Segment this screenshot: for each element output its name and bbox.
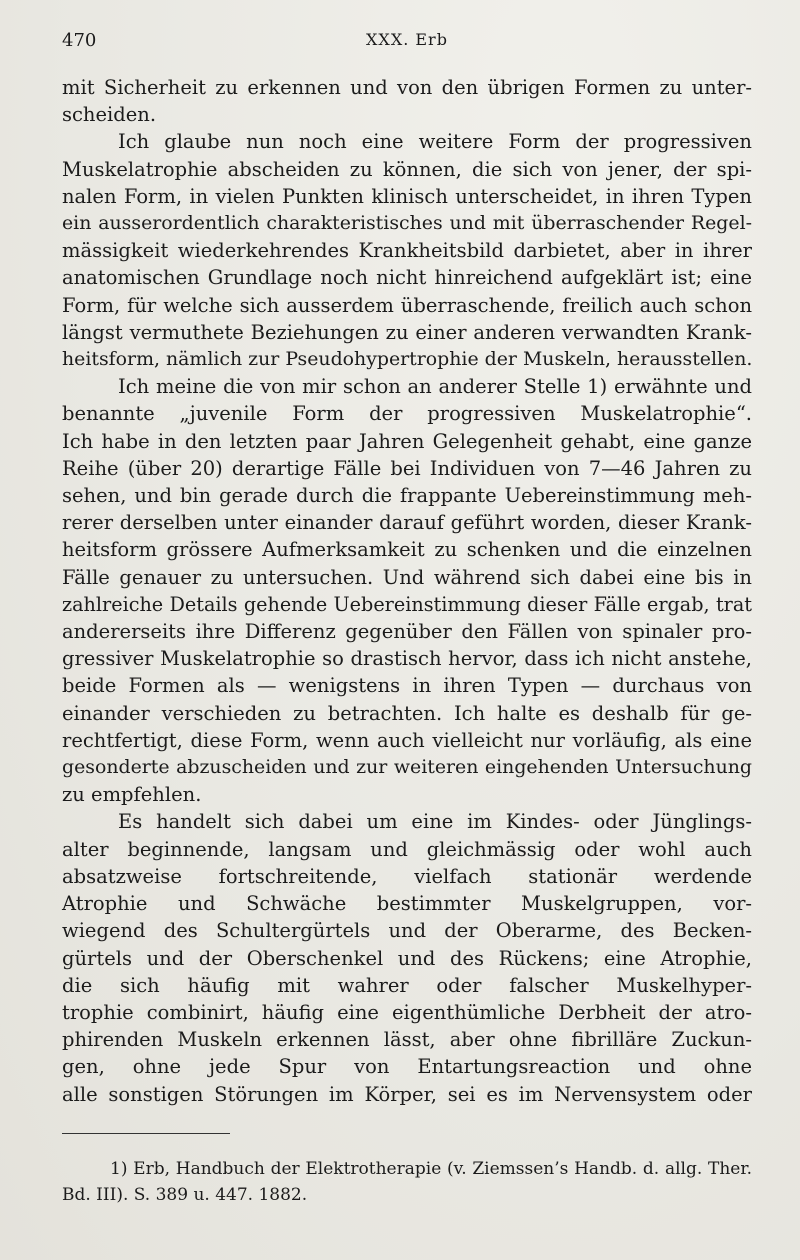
text-line: zu empfehlen. <box>62 783 202 807</box>
paragraph-2 <box>62 128 752 373</box>
text-line: trophie combinirt, häufig eine eigenthümliche Derbheit der atro- <box>62 1000 752 1024</box>
text-line: Form, für welche sich ausserdem überraschende, freilich auch schon <box>62 293 752 317</box>
page-number: 470 <box>62 30 97 51</box>
text-line: alter beginnende, langsam und gleichmässig oder wohl auch <box>62 837 752 861</box>
footnote-separator <box>62 1133 230 1134</box>
text-line: zahlreiche Details gehende Uebereinstimmung dieser Fälle ergab, trat <box>62 592 752 616</box>
text-line: Muskelatrophie abscheiden zu können, die sich von jener, der spi- <box>62 157 752 181</box>
text-line: Ich glaube nun noch eine weitere Form der progressiven <box>118 130 752 154</box>
text-line: alle sonstigen Störungen im Körper, sei es im Nervensystem oder <box>62 1082 752 1106</box>
text-line: mit Sicherheit zu erkennen und von den übrigen Formen zu unter- <box>62 76 752 99</box>
paragraph-1 <box>62 74 752 128</box>
text-line: absatzweise fortschreitende, vielfach stationär werdende <box>62 864 752 888</box>
text-line: heitsform, nämlich zur Pseudohypertrophie der Muskeln, herausstellen. <box>62 348 753 371</box>
text-line: gürtels und der Oberschenkel und des Rückens; eine Atrophie, <box>62 946 752 970</box>
text-line: längst vermuthete Beziehungen zu einer anderen verwandten Krank- <box>62 320 752 344</box>
body-text <box>62 74 752 1108</box>
running-head: XXX. Erb <box>366 30 448 49</box>
paragraph-4 <box>62 808 752 1107</box>
text-line: Ich meine die von mir schon an anderer Stelle 1) erwähnte und <box>118 375 752 399</box>
text-line: gressiver Muskelatrophie so drastisch hervor, dass ich nicht anstehe, <box>62 647 752 671</box>
text-line: heitsform grössere Aufmerksamkeit zu schenken und die einzelnen <box>62 538 752 562</box>
text-line: benannte „juvenile Form der progressiven Muskelatrophie“. <box>62 402 752 426</box>
text-line: gesonderte abzuscheiden und zur weiteren eingehenden Untersuchung <box>62 756 752 779</box>
text-line: beide Formen als — wenigstens in ihren Typen — durchaus von <box>62 674 752 698</box>
text-line: scheiden. <box>62 103 157 127</box>
text-line: rechtfertigt, diese Form, wenn auch vielleicht nur vorläufig, als eine <box>62 728 752 752</box>
text-line: gen, ohne jede Spur von Entartungsreaction und ohne <box>62 1055 752 1079</box>
footnote-line: Bd. III). S. 389 u. 447. 1882. <box>62 1185 308 1205</box>
text-line: Atrophie und Schwäche bestimmter Muskelgruppen, vor- <box>62 892 752 916</box>
text-line: die sich häufig mit wahrer oder falscher Muskelhyper- <box>62 973 752 997</box>
page-header <box>62 30 752 58</box>
text-line: andererseits ihre Differenz gegenüber den Fällen von spinaler pro- <box>62 620 752 644</box>
footnote-line: 1) Erb, Handbuch der Elektrotherapie (v. Ziemssen’s Handb. d. allg. Ther. <box>110 1159 752 1179</box>
text-line: nalen Form, in vielen Punkten klinisch unterscheidet, in ihren Typen <box>62 184 752 208</box>
text-line: anatomischen Grundlage noch nicht hinreichend aufgeklärt ist; eine <box>62 266 752 290</box>
text-line: ein ausserordentlich charakteristisches und mit überraschender Regel- <box>62 212 752 235</box>
text-line: einander verschieden zu betrachten. Ich halte es deshalb für ge- <box>62 701 752 725</box>
text-line: rerer derselben unter einander darauf geführt worden, dieser Krank- <box>62 511 752 535</box>
text-line: Ich habe in den letzten paar Jahren Gelegenheit gehabt, eine ganze <box>62 429 752 453</box>
text-line: sehen, und bin gerade durch die frappante Uebereinstimmung meh- <box>62 484 752 508</box>
text-line: phirenden Muskeln erkennen lässt, aber ohne fibrilläre Zuckun- <box>62 1028 752 1052</box>
text-line: wiegend des Schultergürtels und der Oberarme, des Becken- <box>62 919 752 943</box>
footnote <box>62 1156 752 1208</box>
text-line: Es handelt sich dabei um eine im Kindes- oder Jünglings- <box>118 810 752 834</box>
paragraph-3 <box>62 373 752 808</box>
text-line: Reihe (über 20) derartige Fälle bei Individuen von 7—46 Jahren zu <box>62 456 752 480</box>
text-line: mässigkeit wiederkehrendes Krankheitsbild darbietet, aber in ihrer <box>62 239 752 263</box>
text-line: Fälle genauer zu untersuchen. Und während sich dabei eine bis in <box>62 565 752 589</box>
